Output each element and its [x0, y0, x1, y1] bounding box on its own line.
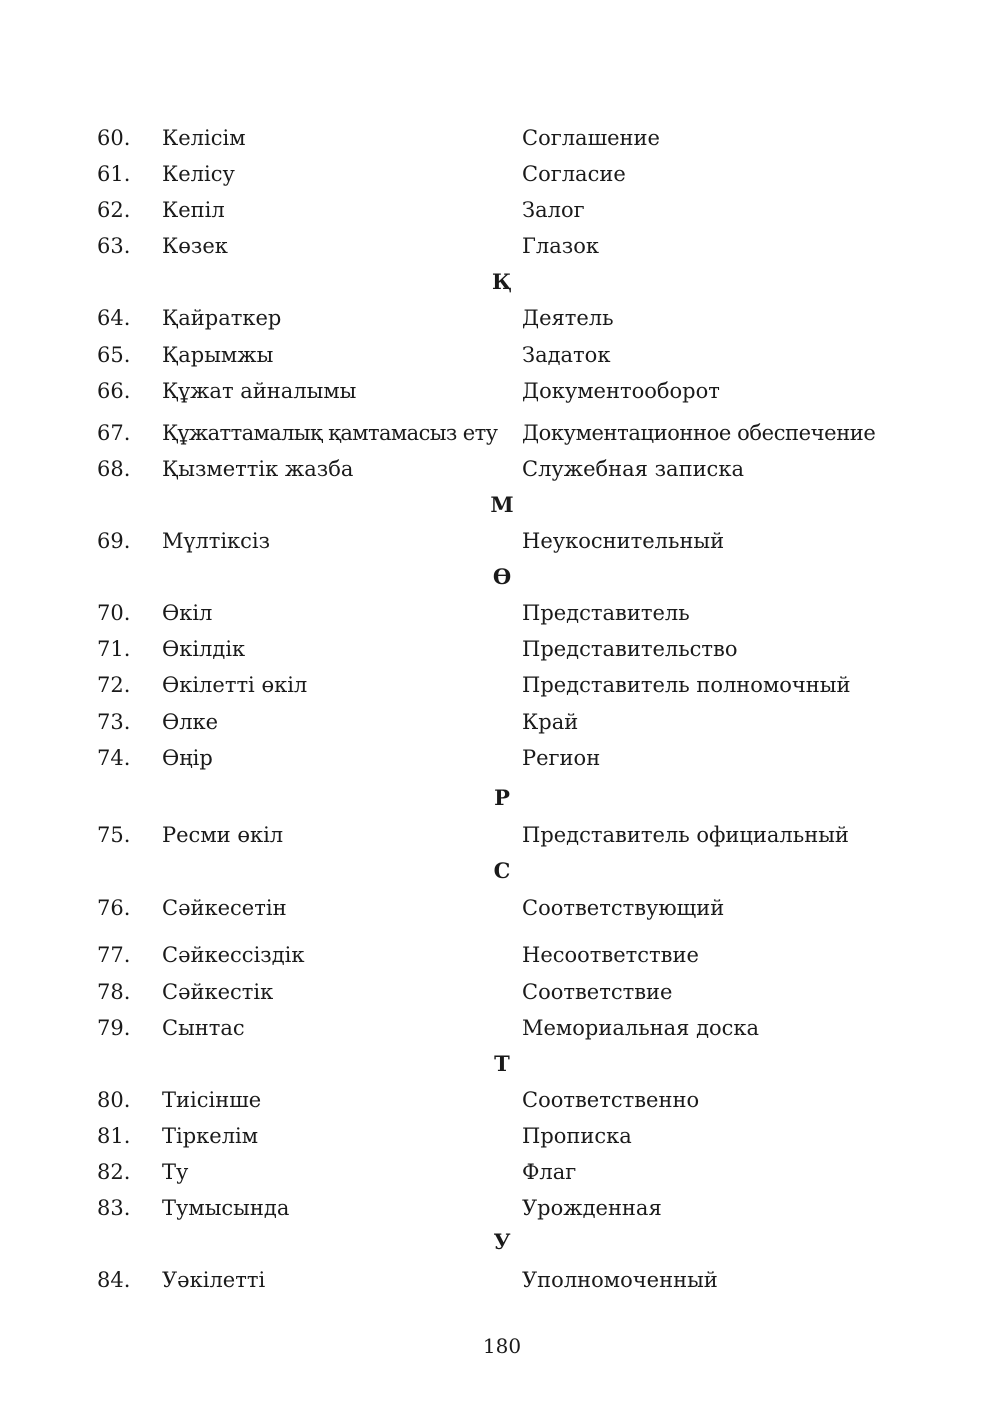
- glossary-entry: [0, 1119, 1004, 1153]
- glossary-entry: [0, 1011, 1004, 1045]
- entry-term-kazakh: Қызметтік жазба: [162, 457, 354, 481]
- glossary-entry: [0, 1083, 1004, 1117]
- entry-term-kazakh: Өкіл: [162, 601, 213, 625]
- glossary-entry: [0, 818, 1004, 852]
- entry-term-russian: Мемориальная доска: [522, 1016, 760, 1040]
- entry-term-russian: Уполномоченный: [522, 1268, 718, 1292]
- entry-term-russian: Регион: [522, 746, 601, 770]
- entry-term-russian: Соответственно: [522, 1088, 700, 1112]
- entry-number: 69.: [97, 529, 131, 553]
- entry-term-kazakh: Сәйкесетін: [162, 896, 287, 920]
- entry-term-kazakh: Қайраткер: [162, 306, 282, 330]
- entry-term-kazakh: Өкілетті өкіл: [162, 673, 308, 697]
- glossary-entry: [0, 374, 1004, 408]
- section-letter-heading: С: [493, 858, 511, 883]
- glossary-entry: [0, 1155, 1004, 1189]
- entry-term-kazakh: Келісім: [162, 126, 246, 150]
- entry-term-russian: Глазок: [522, 234, 599, 258]
- entry-term-russian: Представительство: [522, 637, 738, 661]
- entry-number: 65.: [97, 343, 131, 367]
- glossary-entry: [0, 524, 1004, 558]
- glossary-entry: [0, 157, 1004, 191]
- entry-term-kazakh: Тиісінше: [162, 1088, 262, 1112]
- entry-term-russian: Документооборот: [522, 379, 720, 403]
- entry-number: 82.: [97, 1160, 131, 1184]
- glossary-entry: [0, 416, 1004, 450]
- entry-number: 79.: [97, 1016, 131, 1040]
- entry-term-kazakh: Құжаттамалық қамтамасыз ету: [162, 421, 498, 445]
- section-letter-heading: М: [490, 492, 514, 517]
- section-letter-heading: Т: [494, 1051, 510, 1076]
- entry-number: 64.: [97, 306, 131, 330]
- entry-term-russian: Урожденная: [522, 1196, 662, 1220]
- entry-number: 60.: [97, 126, 131, 150]
- glossary-entry: [0, 452, 1004, 486]
- entry-term-russian: Деятель: [522, 306, 614, 330]
- entry-term-kazakh: Тумысында: [162, 1196, 290, 1220]
- entry-term-russian: Соглашение: [522, 126, 660, 150]
- entry-term-kazakh: Сәйкессіздік: [162, 943, 305, 967]
- entry-term-russian: Документационное обеспечение: [522, 421, 876, 445]
- glossary-entry: [0, 338, 1004, 372]
- entry-term-kazakh: Келісу: [162, 162, 235, 186]
- glossary-entry: [0, 975, 1004, 1009]
- entry-term-kazakh: Өлке: [162, 710, 219, 734]
- entry-term-kazakh: Қарымжы: [162, 343, 274, 367]
- entry-number: 63.: [97, 234, 131, 258]
- entry-term-kazakh: Ресми өкіл: [162, 823, 284, 847]
- glossary-entry: [0, 121, 1004, 155]
- entry-number: 70.: [97, 601, 131, 625]
- entry-term-russian: Соответствующий: [522, 896, 725, 920]
- entry-term-russian: Край: [522, 710, 579, 734]
- entry-number: 80.: [97, 1088, 131, 1112]
- section-letter-heading: У: [493, 1229, 511, 1254]
- entry-number: 62.: [97, 198, 131, 222]
- entry-term-kazakh: Көзек: [162, 234, 228, 258]
- entry-term-russian: Соответствие: [522, 980, 673, 1004]
- entry-term-kazakh: Сәйкестік: [162, 980, 274, 1004]
- entry-number: 75.: [97, 823, 131, 847]
- section-letter-heading: Р: [494, 785, 510, 810]
- entry-term-russian: Прописка: [522, 1124, 632, 1148]
- entry-term-kazakh: Кепіл: [162, 198, 225, 222]
- entry-number: 66.: [97, 379, 131, 403]
- entry-number: 61.: [97, 162, 131, 186]
- entry-number: 68.: [97, 457, 131, 481]
- glossary-entry: [0, 632, 1004, 666]
- entry-term-kazakh: Ту: [162, 1160, 189, 1184]
- glossary-entry: [0, 301, 1004, 335]
- entry-term-russian: Представитель полномочный: [522, 673, 851, 697]
- page-number: 180: [482, 1334, 522, 1358]
- entry-number: 77.: [97, 943, 131, 967]
- entry-term-kazakh: Құжат айналымы: [162, 379, 357, 403]
- entry-term-kazakh: Өңір: [162, 746, 213, 770]
- entry-number: 76.: [97, 896, 131, 920]
- glossary-entry: [0, 193, 1004, 227]
- entry-term-russian: Неукоснительный: [522, 529, 725, 553]
- entry-number: 83.: [97, 1196, 131, 1220]
- glossary-entry: [0, 938, 1004, 972]
- glossary-entry: [0, 705, 1004, 739]
- entry-term-russian: Несоответствие: [522, 943, 699, 967]
- section-letter-heading: Ө: [492, 564, 512, 589]
- entry-term-kazakh: Мүлтіксіз: [162, 529, 271, 553]
- entry-number: 71.: [97, 637, 131, 661]
- entry-number: 72.: [97, 673, 131, 697]
- entry-term-kazakh: Уәкілетті: [162, 1268, 266, 1292]
- entry-term-russian: Согласие: [522, 162, 626, 186]
- entry-term-russian: Представитель официальный: [522, 823, 849, 847]
- entry-term-russian: Служебная записка: [522, 457, 744, 481]
- entry-term-russian: Залог: [522, 198, 585, 222]
- glossary-entry: [0, 1191, 1004, 1225]
- entry-number: 84.: [97, 1268, 131, 1292]
- glossary-entry: [0, 741, 1004, 775]
- entry-number: 81.: [97, 1124, 131, 1148]
- glossary-entry: [0, 229, 1004, 263]
- entry-number: 73.: [97, 710, 131, 734]
- glossary-entry: [0, 668, 1004, 702]
- entry-number: 67.: [97, 421, 131, 445]
- entry-term-russian: Задаток: [522, 343, 611, 367]
- section-letter-heading: Қ: [492, 269, 512, 294]
- entry-term-kazakh: Сынтас: [162, 1016, 245, 1040]
- glossary-entry: [0, 596, 1004, 630]
- entry-number: 78.: [97, 980, 131, 1004]
- glossary-entry: [0, 1263, 1004, 1297]
- glossary-entry: [0, 891, 1004, 925]
- entry-number: 74.: [97, 746, 131, 770]
- entry-term-russian: Представитель: [522, 601, 690, 625]
- entry-term-russian: Флаг: [522, 1160, 577, 1184]
- entry-term-kazakh: Тіркелім: [162, 1124, 259, 1148]
- entry-term-kazakh: Өкілдік: [162, 637, 246, 661]
